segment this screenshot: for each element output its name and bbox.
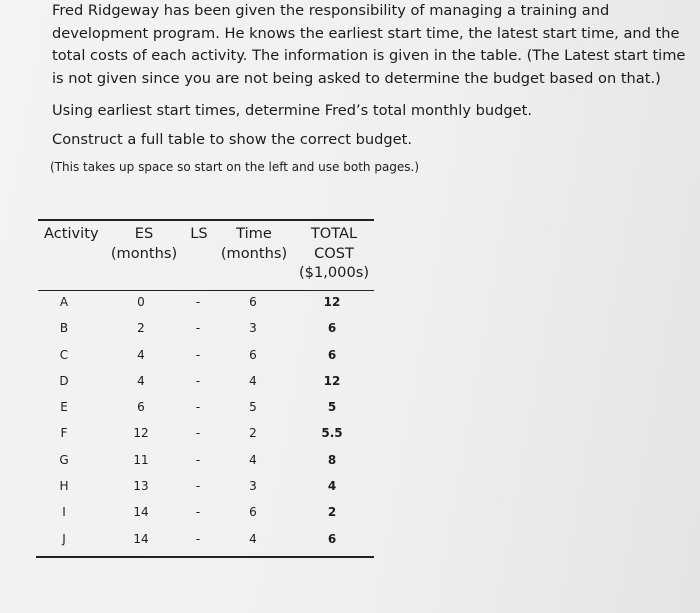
table-row bbox=[38, 423, 374, 449]
cell-activity: F bbox=[60, 426, 68, 441]
cell-time: 3 bbox=[249, 479, 257, 494]
cell-activity: H bbox=[59, 479, 69, 494]
cell-cost: 2 bbox=[327, 505, 337, 520]
cell-ls: - bbox=[195, 452, 201, 467]
cell-time: 5 bbox=[249, 400, 257, 415]
cell-cost: 6 bbox=[327, 321, 337, 336]
space-note: (This takes up space so start on the left and use both pages.) bbox=[50, 160, 420, 174]
cell-es: 2 bbox=[137, 321, 145, 336]
cell-es: 12 bbox=[133, 426, 149, 441]
table-body bbox=[38, 292, 374, 555]
question-budget: Using earliest start times, determine Fred’s total monthly budget. bbox=[52, 102, 532, 119]
cell-cost: 4 bbox=[327, 479, 337, 494]
cell-es: 14 bbox=[133, 531, 149, 546]
question-table: Construct a full table to show the correct budget. bbox=[52, 131, 412, 148]
table-row bbox=[38, 529, 374, 555]
table-row bbox=[38, 345, 374, 371]
table-row bbox=[38, 476, 374, 502]
cell-ls: - bbox=[195, 347, 201, 362]
cell-cost: 8 bbox=[327, 452, 337, 467]
header-total-cost: TOTAL COST ($1,000s) bbox=[298, 225, 370, 281]
cell-cost: 6 bbox=[327, 347, 337, 362]
table-bottom-rule bbox=[36, 556, 374, 558]
cell-activity: B bbox=[59, 321, 69, 336]
cell-time: 4 bbox=[249, 531, 257, 546]
cell-cost: 12 bbox=[323, 295, 341, 309]
table-row bbox=[38, 502, 374, 528]
table-row bbox=[38, 397, 374, 423]
cell-activity: E bbox=[60, 400, 68, 415]
cell-es: 0 bbox=[137, 295, 145, 309]
table-row bbox=[38, 371, 374, 397]
table-row bbox=[38, 450, 374, 476]
cell-time: 4 bbox=[249, 373, 257, 388]
cell-ls: - bbox=[195, 479, 201, 494]
cell-ls: - bbox=[195, 531, 201, 546]
cell-es: 4 bbox=[137, 373, 145, 388]
header-ls: LS bbox=[190, 225, 208, 242]
cell-es: 14 bbox=[133, 505, 149, 520]
cell-time: 3 bbox=[249, 321, 257, 336]
problem-paragraph: Fred Ridgeway has been given the responsibility of managing a training and development program. He knows the earliest start time, the latest start time, and the total costs of each activity. The information is given in the table. (The Latest start time is not given since you are not being asked to determine the budget based on that.) bbox=[52, 2, 686, 87]
cell-es: 11 bbox=[133, 452, 149, 467]
cell-activity: A bbox=[59, 295, 69, 309]
cell-activity: I bbox=[62, 505, 66, 520]
cell-es: 4 bbox=[137, 347, 145, 362]
cell-activity: J bbox=[62, 531, 66, 546]
cell-ls: - bbox=[195, 400, 201, 415]
cell-ls: - bbox=[195, 373, 201, 388]
cell-activity: G bbox=[59, 452, 69, 467]
cell-time: 4 bbox=[249, 452, 257, 467]
header-es: ES (months) bbox=[110, 225, 178, 262]
cell-cost: 6 bbox=[327, 531, 337, 546]
cell-time: 6 bbox=[249, 505, 257, 520]
cell-cost: 5.5 bbox=[321, 426, 343, 441]
table-row bbox=[38, 318, 374, 344]
cell-time: 2 bbox=[249, 426, 257, 441]
cell-ls: - bbox=[195, 321, 201, 336]
cell-ls: - bbox=[195, 295, 201, 309]
header-activity: Activity bbox=[44, 225, 99, 242]
cell-es: 13 bbox=[133, 479, 149, 494]
cell-time: 6 bbox=[249, 295, 257, 309]
cell-cost: 5 bbox=[327, 400, 337, 415]
header-time: Time (months) bbox=[220, 225, 288, 262]
table-top-rule bbox=[38, 219, 374, 221]
table-row bbox=[38, 292, 374, 318]
cell-ls: - bbox=[195, 426, 201, 441]
cell-cost: 12 bbox=[323, 373, 341, 388]
header-divider bbox=[38, 290, 374, 291]
cell-ls: - bbox=[195, 505, 201, 520]
cell-activity: C bbox=[59, 347, 69, 362]
cell-es: 6 bbox=[137, 400, 145, 415]
cell-time: 6 bbox=[249, 347, 257, 362]
cell-activity: D bbox=[59, 373, 69, 388]
